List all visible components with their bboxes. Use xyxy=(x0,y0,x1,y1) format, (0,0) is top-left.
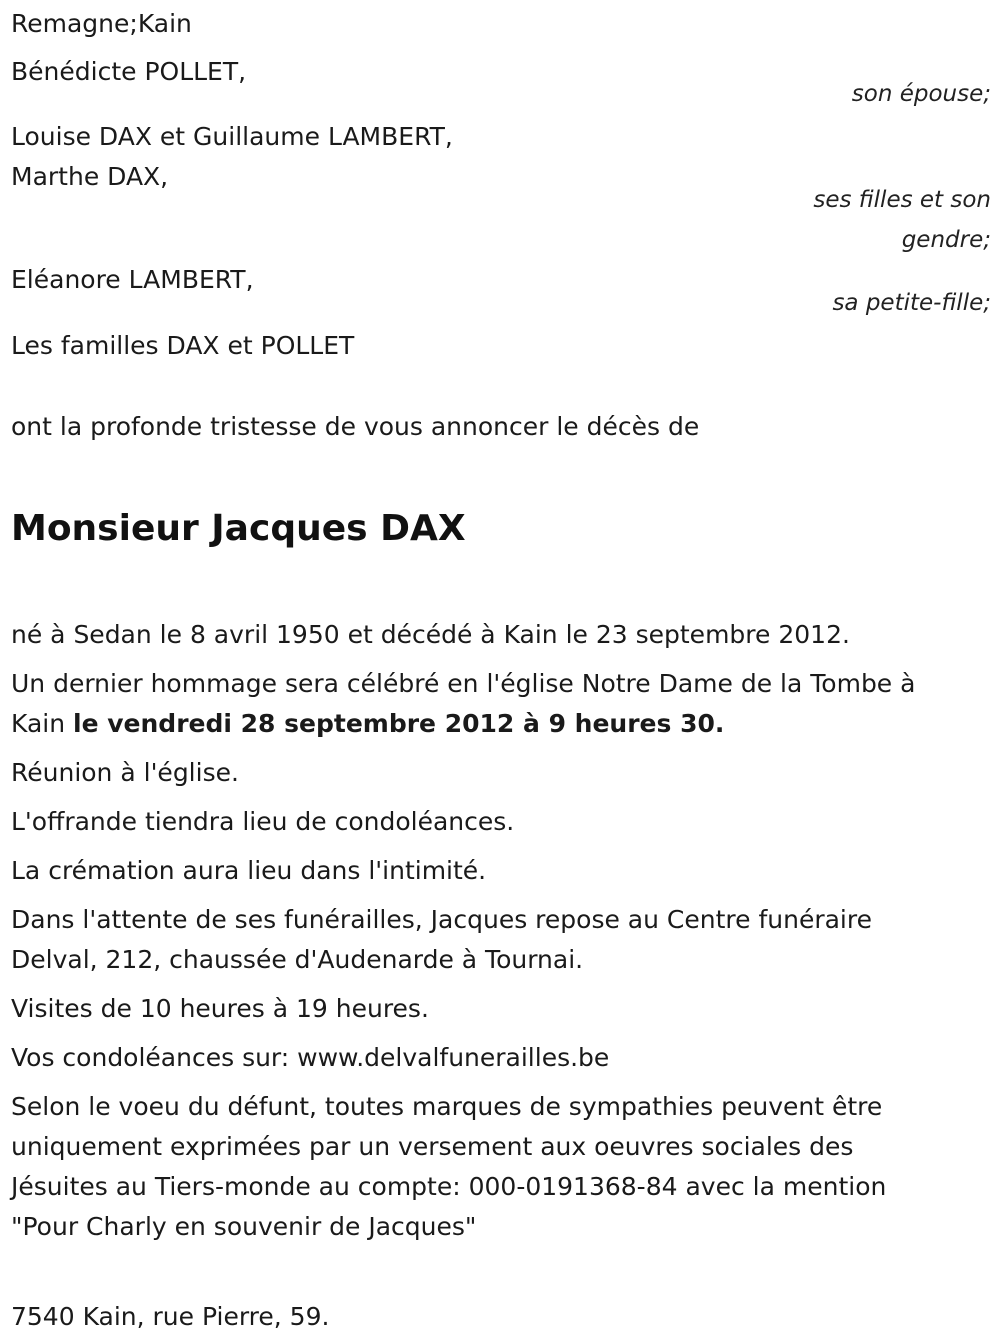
announcement-text: ont la profonde tristesse de vous annoncer le décès de xyxy=(11,412,700,441)
ceremony-date: le vendredi 28 septembre 2012 à 9 heures 30. xyxy=(73,709,725,738)
location-header: Remagne;Kain xyxy=(11,9,192,38)
family-name: Louise DAX et Guillaume LAMBERT, xyxy=(11,122,453,151)
family-role: son épouse; xyxy=(851,81,991,107)
family-role: sa petite-fille; xyxy=(832,290,991,316)
cremation-text: La crémation aura lieu dans l'intimité. xyxy=(11,856,487,885)
wish-line: "Pour Charly en souvenir de Jacques" xyxy=(11,1212,477,1241)
wish-line: uniquement exprimées par un versement aux oeuvres sociales des xyxy=(11,1132,854,1161)
family-group-families xyxy=(11,326,991,366)
family-name: Marthe DAX, xyxy=(11,162,169,191)
meeting-text: Réunion à l'église. xyxy=(11,758,239,787)
wish-paragraph xyxy=(11,1087,991,1247)
family-role: ses filles et son xyxy=(813,187,991,213)
family-name: Bénédicte POLLET, xyxy=(11,57,247,86)
birth-death-text: né à Sedan le 8 avril 1950 et décédé à Kain le 23 septembre 2012. xyxy=(11,620,850,649)
wish-line: Jésuites au Tiers-monde au compte: 000-0191368-84 avec la mention xyxy=(11,1172,887,1201)
family-role: gendre; xyxy=(901,227,991,253)
repose-paragraph xyxy=(11,900,991,980)
obituary-notice xyxy=(11,4,991,1337)
offering-text: L'offrande tiendra lieu de condoléances. xyxy=(11,807,515,836)
address-text: 7540 Kain, rue Pierre, 59. xyxy=(11,1302,330,1331)
visits-text: Visites de 10 heures à 19 heures. xyxy=(11,994,429,1023)
repose-line: Delval, 212, chaussée d'Audenarde à Tournai. xyxy=(11,945,584,974)
ceremony-paragraph xyxy=(11,664,991,744)
family-group-spouse xyxy=(11,52,991,114)
repose-line: Dans l'attente de ses funérailles, Jacques repose au Centre funéraire xyxy=(11,905,872,934)
condolences-text: Vos condoléances sur: www.delvalfunerailles.be xyxy=(11,1043,610,1072)
ceremony-line xyxy=(11,704,991,744)
family-name: Les familles DAX et POLLET xyxy=(11,331,355,360)
family-group-daughters xyxy=(11,117,991,260)
ceremony-place: Kain xyxy=(11,709,74,738)
family-name: Eléanore LAMBERT, xyxy=(11,265,254,294)
deceased-name: Monsieur Jacques DAX xyxy=(11,508,466,549)
wish-line: Selon le voeu du défunt, toutes marques de sympathies peuvent être xyxy=(11,1092,883,1121)
family-group-granddaughter xyxy=(11,260,991,323)
ceremony-line: Un dernier hommage sera célébré en l'église Notre Dame de la Tombe à xyxy=(11,669,916,698)
